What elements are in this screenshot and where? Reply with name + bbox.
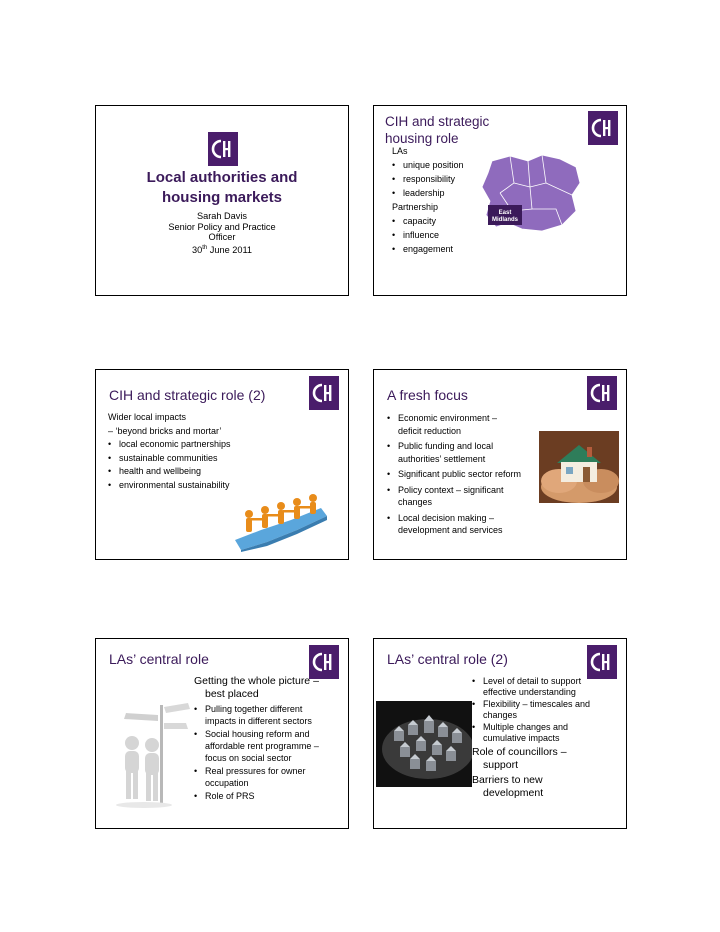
cih-logo-icon [309,645,339,679]
cih-logo-icon [208,132,238,166]
map-label: Midlands [491,217,519,223]
signpost-people-illustration [112,699,192,815]
title-line-2: housing role [385,131,459,146]
slide-2 [373,105,627,296]
list-item: • Flexibility – timescales and changes [472,699,591,720]
title-line-2: housing markets [161,189,283,206]
list-item: • Real pressures for owner occupation [194,766,306,788]
list-item: • Local decision making – development and services [387,512,503,535]
puzzle-people-illustration [231,490,331,552]
author-role-2: Officer [208,232,236,242]
list-item: • Policy context – significant changes [387,484,504,507]
intro-text: Wider local impacts [108,412,187,422]
list-item: • Multiple changes and cumulative impacts [472,722,569,743]
author-name: Sarah Davis [196,211,248,221]
list-item: • Role of PRS [194,791,255,801]
slide-title: CIH and strategic role (2) [109,387,266,403]
cih-logo-icon [587,376,617,410]
slide-title: A fresh focus [387,387,468,403]
slide-title: LAs’ central role (2) [387,651,508,667]
list-item: • Public funding and local authorities’ settlement [387,441,494,464]
list-item: • Social housing reform and affordable rent programme – focus on social sector [194,729,319,763]
model-village-image [376,701,472,787]
slide-title [385,113,489,147]
cih-logo-icon [587,645,617,679]
list-item: • leadership [392,188,445,198]
slide-body [108,411,231,492]
list-item: • Pulling together different impacts in different sectors [194,704,312,726]
list-item: • sustainable communities [108,452,218,463]
cih-logo-icon [309,376,339,410]
lead-text: Role of councillors – support [472,746,567,771]
slide-body [472,676,624,799]
list-item: • engagement [392,244,454,254]
list-item: • local economic partnerships [108,439,231,449]
list-item: • Level of detail to support effective understanding [472,676,582,697]
east-midlands-map [480,153,582,235]
list-heading: Partnership [392,202,439,212]
slide-1 [95,105,349,296]
page-title [96,168,348,208]
slide-body [194,675,344,802]
list-heading: LAs [392,146,408,156]
list-item: • responsibility [392,174,456,184]
presentation-date: 30th June 2011 [191,244,253,255]
title-line-1: Local authorities and [146,169,298,186]
title-line-1: CIH and strategic [385,114,490,129]
list-item: • capacity [392,216,437,226]
author-role-1: Senior Policy and Practice [168,221,276,232]
list-item: • environmental sustainability [108,479,230,490]
slide-4 [373,369,627,560]
svg-text:East: East [498,210,512,216]
slide-5 [95,638,349,829]
slide-6 [373,638,627,829]
list-item: • influence [392,230,440,240]
list-item: • health and wellbeing [108,466,202,476]
slide-title: LAs’ central role [109,651,209,667]
lead-text: Getting the whole picture – best placed [194,675,319,700]
slide-body [387,412,553,537]
slide-body [392,144,464,256]
cih-logo-icon [588,111,618,145]
intro-text: – ‘beyond bricks and mortar’ [108,425,222,436]
lead-text: Barriers to new development [472,774,544,799]
list-item: • Significant public sector reform [387,469,522,479]
slide-3 [95,369,349,560]
house-in-hands-image [539,431,619,503]
list-item: • unique position [392,160,464,170]
list-item: • Economic environment – deficit reduction [387,413,498,436]
